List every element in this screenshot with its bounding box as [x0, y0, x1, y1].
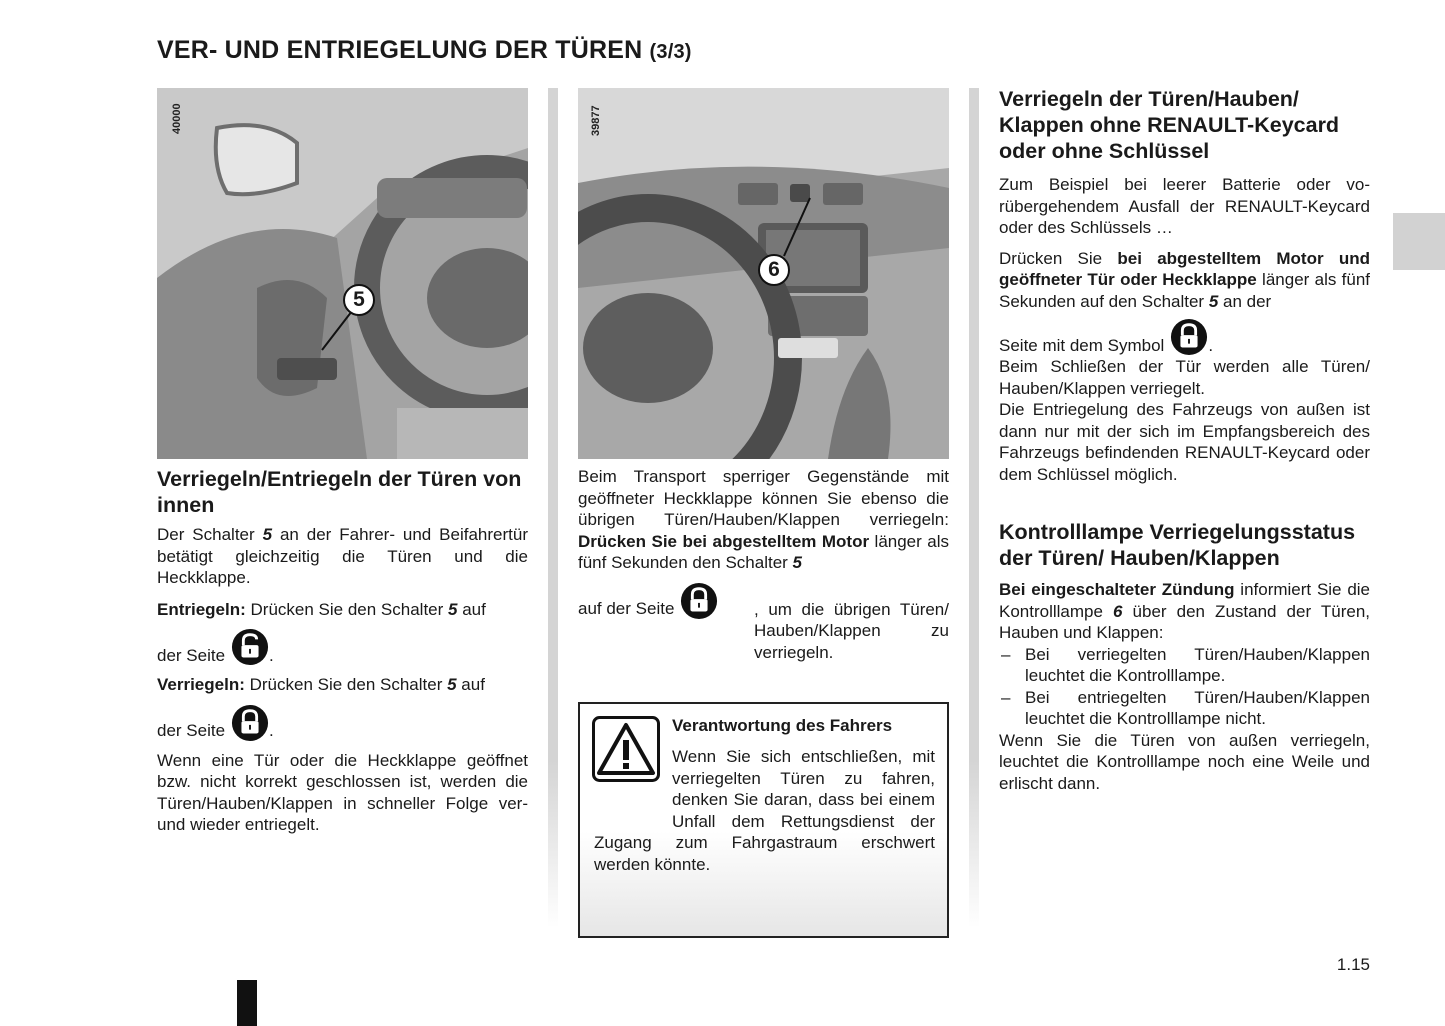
- lock-side-line: der Seite .: [157, 700, 528, 742]
- section-heading-inside: Verriegeln/Entriegeln der Türen von innen: [157, 467, 522, 517]
- section-heading-lamp: Kontrolllampe Verriegelungsstatus der Türen/ Hauben/Klappen: [999, 520, 1356, 570]
- chapter-tab: [1393, 213, 1445, 270]
- paragraph-side-tail: , um die übrigen Türen/ Hauben/Klappen zu verriegeln.: [754, 599, 949, 662]
- lock-padlock-icon: [680, 582, 718, 620]
- figure-dashboard: [578, 88, 949, 459]
- paragraph: Beim Schließen der Tür werden alle Türen/ Hauben/Klappen verriegelt.: [999, 357, 1370, 398]
- warning-text: Wenn Sie sich entschließen, mit verriegelten Türen zu fahren, denken Sie daran, dass bei einem Unfall dem Rettungsdienst der Zugang zum Fahrgastraum erschwert werden könnte.: [594, 747, 935, 874]
- paragraph-lock: Verriegeln: Drücken Sie den Schalter 5 auf: [157, 675, 485, 694]
- paragraph-unlock: Entriegeln: Drücken Sie den Schalter 5 auf: [157, 599, 486, 619]
- paragraph: Der Schalter 5 an der Fahrer- und Beifahrertür betätigt gleichzeitig die Türen und die Heckklappe.: [157, 525, 528, 587]
- paragraph: Zum Beispiel bei leerer Batterie oder vorübergehendem Ausfall der RENAULT-Keycard oder des Schlüssels …: [999, 175, 1370, 237]
- unlock-side-line: der Seite .: [157, 624, 528, 666]
- page-title: [157, 36, 692, 65]
- warning-box: [578, 702, 949, 938]
- paragraph: Drücken Sie bei abgestelltem Motor und geöffneter Tür oder Heckklappe länger als fünf Sekunden auf den Schalter 5 an der: [999, 248, 1370, 311]
- paragraph: Wenn Sie die Türen von außen verriegeln, leuchtet die Kontrolllampe noch eine Weile und erlischt dann.: [999, 730, 1370, 793]
- callout-switch-5: 5: [343, 284, 375, 316]
- unlock-padlock-icon: [231, 628, 269, 666]
- col2-text: [578, 466, 949, 663]
- lock-padlock-icon: [231, 704, 269, 742]
- symbol-line: Seite mit dem Symbol .: [999, 314, 1370, 356]
- warning-body: [594, 746, 935, 875]
- column-divider-1: [548, 88, 558, 928]
- paragraph: Die Entriegelung des Fahrzeugs von außen ist dann nur mit der sich im Empfangsbereich des Fahrzeugs befindenden RENAULT-Keycard oder dem Schlüssel möglich.: [999, 400, 1370, 484]
- col3-text: [999, 86, 1370, 794]
- column-divider-2: [969, 88, 979, 928]
- page-number: 1.15: [1336, 955, 1370, 974]
- col1-text: [157, 466, 528, 836]
- door-interior-illustration: [157, 88, 528, 459]
- paragraph: Bei eingeschalteter Zündung informiert Sie die Kontrolllampe 6 über den Zustand der Türen, Hauben und Klappen:: [999, 580, 1371, 642]
- lock-padlock-icon: [1170, 318, 1208, 356]
- warning-title: Verantwortung des Fahrers: [672, 716, 893, 735]
- paragraph-transport: Beim Transport sperriger Gegenstände mit geöffneter Heckklappe können Sie ebenso die übrigen Türen/Hauben/Klappen verriegeln: Drücken Sie bei abgestelltem Motor länger als fünf Sekunden den Schalter 5: [578, 467, 949, 572]
- section-heading-no-keycard: Verriegeln der Türen/Hauben/ Klappen ohne RENAULT-Keycard oder ohne Schlüssel: [999, 87, 1340, 163]
- page-title-suffix: (3/3): [649, 41, 692, 63]
- list-item: – Bei verriegelten Türen/Hauben/Klappen leuchtet die Kontrolllampe.: [999, 644, 1370, 687]
- thumb-marker: [237, 980, 257, 1026]
- side-line: auf der Seite: [578, 578, 949, 620]
- lamp-status-list: [999, 644, 1370, 730]
- page-title-text: VER- UND ENTRIEGELUNG DER TÜREN: [157, 36, 643, 64]
- figure-door-switch: [157, 88, 528, 459]
- figure-number: 40000: [171, 103, 183, 134]
- paragraph-warning-open: Wenn eine Tür oder die Heckklappe geöffnet bzw. nicht korrekt geschlossen ist, werden die Türen/Hauben/Klappen in schneller Folge ver- und wieder entriegelt.: [157, 750, 528, 834]
- figure-number: 39877: [590, 105, 602, 136]
- callout-lamp-6: 6: [758, 254, 790, 286]
- list-item: – Bei entriegelten Türen/Hauben/Klappen leuchtet die Kontrolllampe nicht.: [999, 687, 1370, 730]
